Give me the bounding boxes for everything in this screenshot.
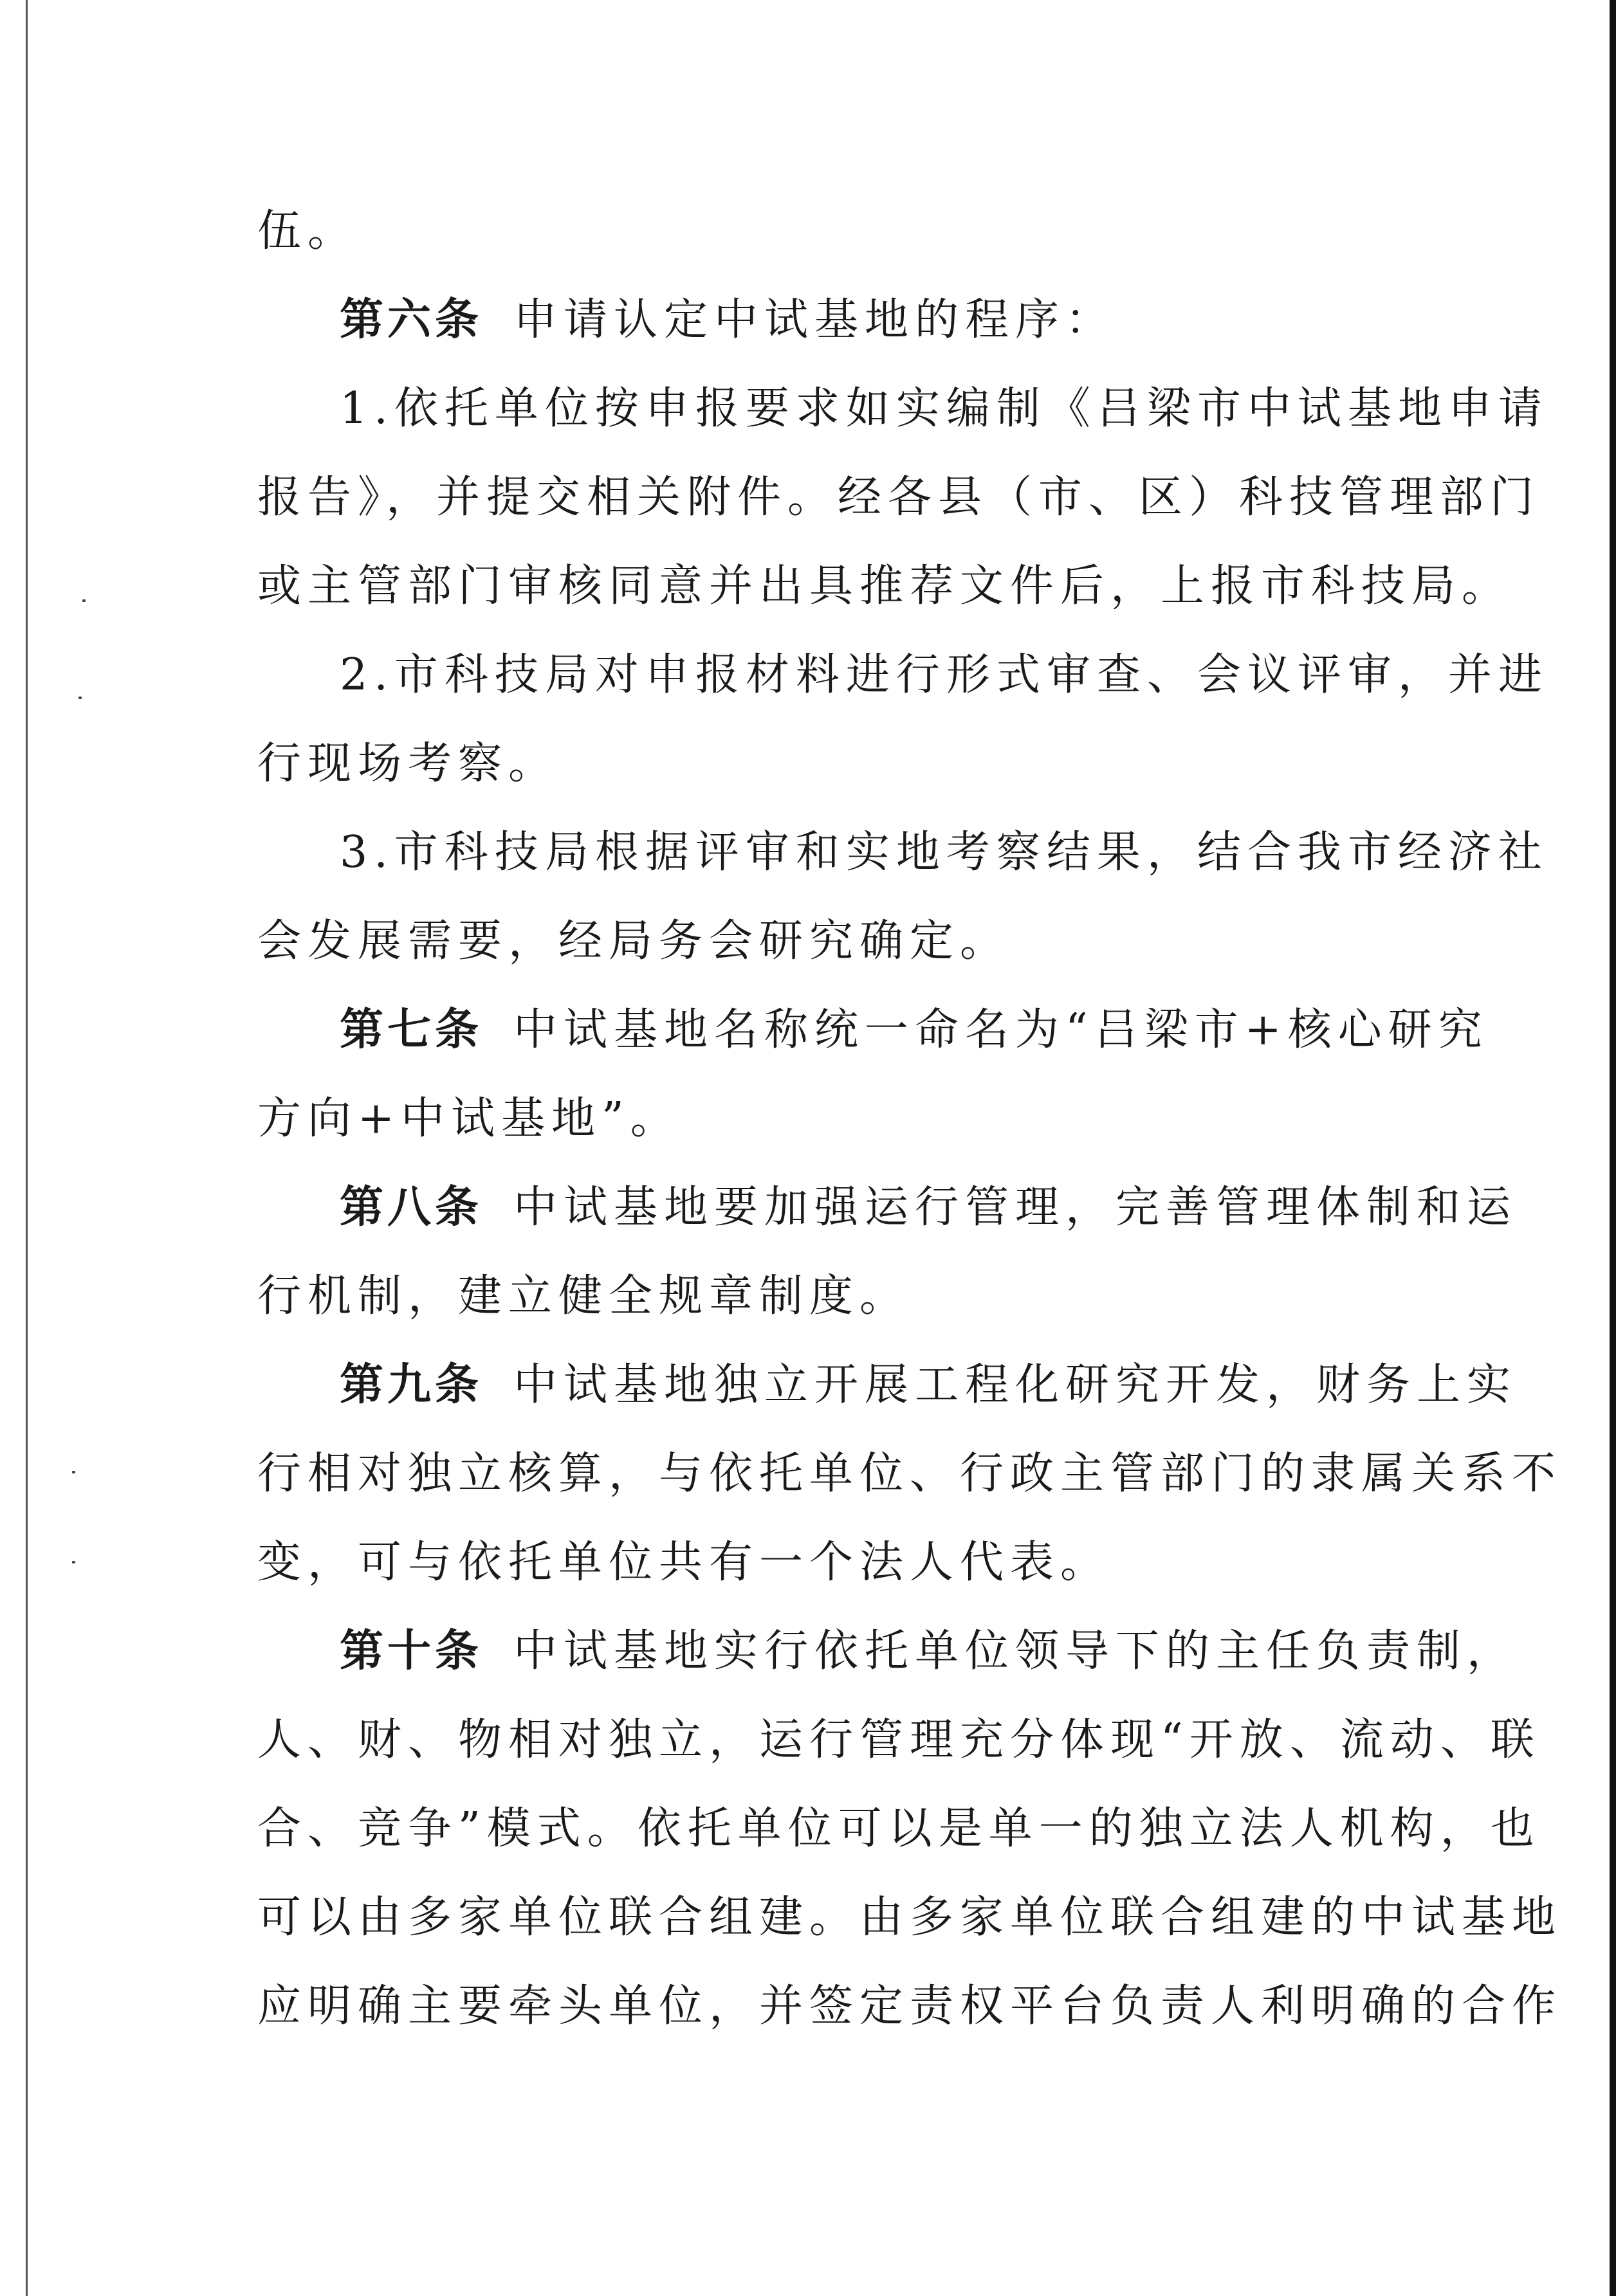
article-heading: 第八条 [340,1182,483,1233]
article-paragraph [340,998,1489,1062]
line-text: 变，可与依托单位共有一个法人代表。 [257,1537,1111,1588]
line-text: 合、竞争”模式。依托单位可以是单一的独立法人机构，也 [257,1803,1541,1854]
article-paragraph [340,1176,1517,1240]
article-heading: 第十条 [340,1626,483,1677]
article-heading: 第七条 [340,1005,483,1055]
text-line [257,1442,1562,1506]
article-paragraph [340,1353,1517,1417]
line-text: 中试基地实行依托单位领导下的主任负责制， [513,1626,1518,1677]
line-text: 1.依托单位按申报要求如实编制《吕梁市中试基地申请 [340,383,1548,434]
line-text: 行机制，建立健全规章制度。 [257,1271,910,1322]
scan-speck [82,599,86,602]
text-line [257,199,358,264]
line-text: 伍。 [257,206,358,257]
text-line [257,1886,1562,1950]
line-text: 中试基地要加强运行管理，完善管理体制和运 [513,1182,1518,1233]
line-text: 中试基地名称统一命名为“吕梁市+核心研究 [513,1005,1489,1055]
article-paragraph [340,1619,1517,1684]
line-text: 3.市科技局根据评审和实地考察结果，结合我市经济社 [340,827,1548,878]
line-text: 可以由多家单位联合组建。由多家单位联合组建的中试基地 [257,1892,1563,1943]
scan-left-edge [26,0,28,2296]
line-text: 中试基地独立开展工程化研究开发，财务上实 [513,1360,1518,1410]
line-text: 申请认定中试基地的程序： [513,295,1116,345]
line-text: 应明确主要牵头单位，并签定责权平台负责人利明确的合作 [257,1981,1563,2032]
text-line [340,821,1548,885]
text-line [340,377,1548,441]
scan-speck [72,1471,75,1473]
text-line [257,732,558,796]
line-text: 行相对独立核算，与依托单位、行政主管部门的隶属关系不 [257,1448,1563,1499]
line-text: 报告》，并提交相关附件。经各县（市、区）科技管理部门 [257,472,1541,523]
text-line [257,466,1540,530]
scan-speck [78,697,82,699]
text-line [257,1264,910,1329]
article-paragraph [340,288,1116,352]
text-line [340,643,1548,707]
text-line [257,1797,1541,1861]
line-text: 或主管部门审核同意并出具推荐文件后，上报市科技局。 [257,561,1512,612]
scan-speck [72,1561,75,1563]
text-line [257,1531,1110,1595]
text-line [257,554,1512,619]
line-text: 人、财、物相对独立，运行管理充分体现“开放、流动、联 [257,1715,1541,1765]
text-line [257,1708,1541,1772]
article-heading: 第九条 [340,1360,483,1410]
line-text: 2.市科技局对申报材料进行形式审查、会议评审，并进 [340,650,1548,700]
line-text: 行现场考察。 [257,738,559,789]
text-line [257,909,1010,974]
line-text: 方向+中试基地”。 [257,1093,681,1144]
line-text: 会发展需要，经局务会研究确定。 [257,916,1011,967]
article-heading: 第六条 [340,295,483,345]
scan-right-edge [1610,0,1616,2296]
text-line [257,1087,681,1151]
text-line [257,1974,1562,2039]
